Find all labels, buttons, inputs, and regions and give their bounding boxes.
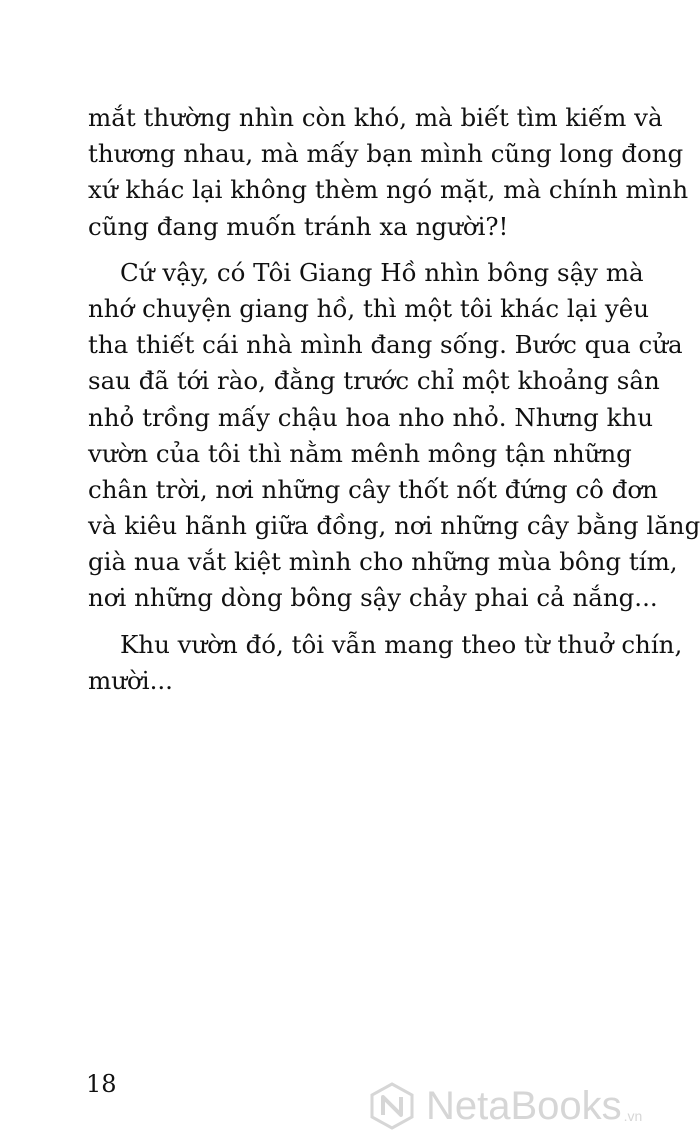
text-line: nơi những dòng bông sậy chảy phai cả nắng... — [88, 583, 658, 613]
text-line: Cứ vậy, có Tôi Giang Hồ nhìn bông sậy mà — [120, 257, 644, 287]
text-line: cũng đang muốn tránh xa người?! — [88, 211, 509, 241]
paragraph-3 — [88, 627, 683, 699]
page-number: 18 — [86, 1070, 117, 1098]
text-line: chân trời, nơi những cây thốt nốt đứng cô đơn — [88, 474, 658, 504]
watermark-suffix: .vn — [623, 1108, 643, 1124]
paragraph-1 — [88, 100, 689, 245]
text-line: già nua vắt kiệt mình cho những mùa bông tím, — [88, 547, 678, 577]
text-line: thương nhau, mà mấy bạn mình cũng long đong — [88, 139, 684, 169]
text-line: Khu vườn đó, tôi vẫn mang theo từ thuở chín, — [120, 629, 683, 659]
text-line: sau đã tới rào, đằng trước chỉ một khoảng sân — [88, 366, 660, 396]
text-line: và kiêu hãnh giữa đồng, nơi những cây bằng lăng — [88, 511, 700, 541]
text-line: mắt thường nhìn còn khó, mà biết tìm kiếm và — [88, 103, 663, 132]
text-line: vườn của tôi thì nằm mênh mông tận những — [88, 438, 632, 468]
text-line: mười... — [88, 665, 173, 695]
netabooks-watermark — [368, 1076, 693, 1136]
text-line: xứ khác lại không thèm ngó mặt, mà chính mình — [88, 175, 689, 205]
paragraph-2 — [88, 255, 700, 617]
watermark-brand: NetaBooks — [426, 1084, 622, 1128]
page-body — [88, 100, 700, 709]
netabooks-logo-icon — [368, 1082, 416, 1130]
text-line: nhỏ trồng mấy chậu hoa nho nhỏ. Nhưng khu — [88, 402, 653, 432]
text-line: tha thiết cái nhà mình đang sống. Bước qua cửa — [88, 330, 683, 360]
text-line: nhớ chuyện giang hồ, thì một tôi khác lại yêu — [88, 293, 650, 323]
